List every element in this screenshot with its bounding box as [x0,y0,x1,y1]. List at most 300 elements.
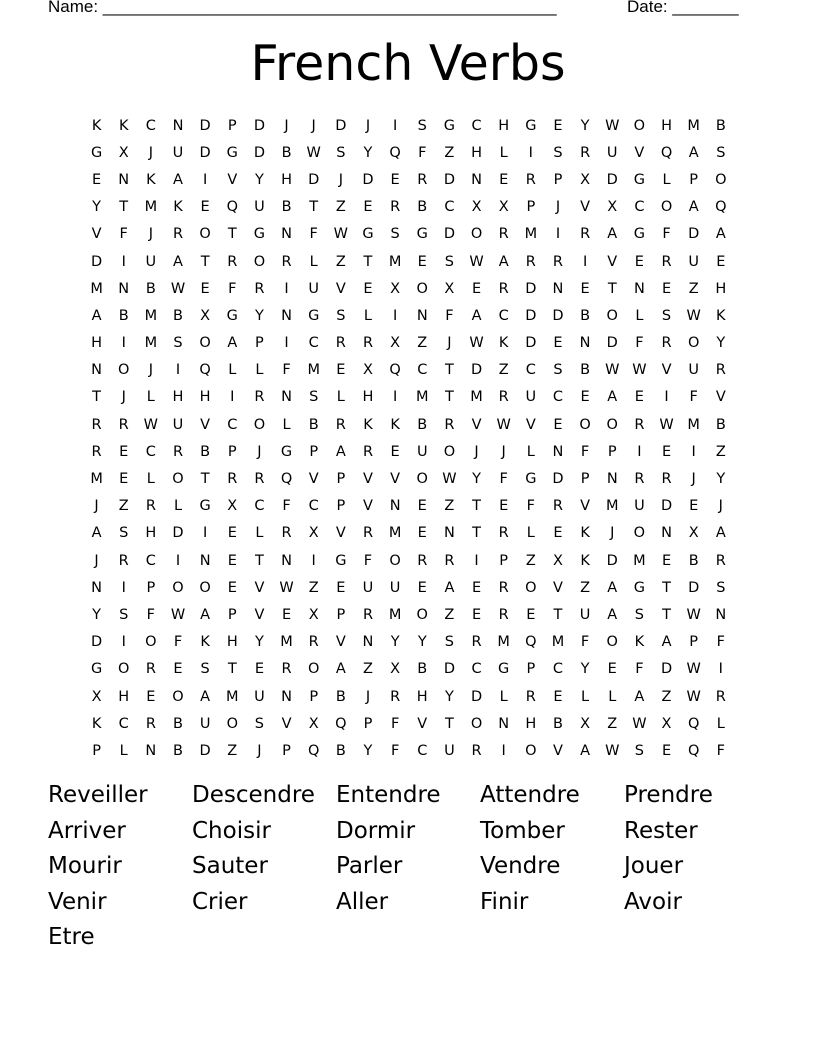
grid-row [83,330,734,357]
word-list-item: Rester [624,817,698,844]
grid-letter: R [118,552,129,569]
grid-letter: N [118,171,130,188]
grid-letter: M [470,389,483,406]
grid-letter: C [145,443,156,460]
grid-letter: S [444,634,454,651]
grid-letter: V [363,471,373,488]
grid-letter: I [555,226,561,243]
grid-letter: Q [389,144,401,161]
grid-letter: V [715,389,726,406]
grid-letter: R [172,226,184,243]
grid-letter: W [306,144,321,161]
grid-letter: C [634,199,645,216]
grid-letter: E [661,443,672,460]
grid-letter: U [579,606,591,623]
grid-letter: O [525,579,537,596]
grid-letter: I [501,742,506,759]
grid-letter: I [637,443,642,460]
grid-letter: O [199,335,211,352]
grid-letter: C [498,307,509,324]
grid-letter: D [199,117,211,134]
word-list-item: Tomber [480,817,565,844]
grid-letter: N [281,688,292,705]
grid-letter: O [253,253,266,270]
grid-letter: Y [444,688,454,705]
grid-letter: E [91,171,102,188]
grid-letter: F [173,634,183,651]
grid-letter: U [634,498,645,515]
grid-letter: R [417,171,428,188]
grid-letter: R [390,688,401,705]
grid-letter: C [254,498,265,515]
grid-letter: V [607,253,618,270]
grid-letter: E [417,253,427,270]
grid-letter: F [580,443,590,460]
grid-letter: A [607,226,618,243]
grid-letter: D [335,117,347,134]
grid-letter: T [227,226,237,243]
grid-letter: M [687,117,700,134]
grid-letter: F [282,362,291,379]
grid-row [83,574,734,601]
grid-letter: J [365,117,371,134]
grid-letter: R [525,171,536,188]
grid-letter: M [226,688,239,705]
grid-letter: O [443,443,456,460]
word-list-item: Attendre [480,782,580,808]
grid-letter: W [686,606,701,623]
grid-letter: O [199,579,211,596]
grid-letter: J [148,362,153,379]
grid-letter: R [118,416,129,433]
grid-letter: V [634,144,645,161]
grid-letter: D [443,171,455,188]
grid-letter: J [148,144,153,161]
grid-letter: O [253,416,266,433]
grid-letter: C [471,117,482,134]
word-list-item: Dormir [336,817,416,844]
grid-row [83,547,734,574]
grid-letter: R [471,634,482,651]
grid-letter: E [173,661,183,678]
grid-letter: J [257,742,262,759]
grid-letter: H [715,280,727,297]
grid-letter: U [362,579,374,596]
grid-letter: M [524,226,538,243]
grid-letter: D [470,688,483,705]
word-list-item: Venir [48,888,107,915]
grid-letter: L [499,144,508,161]
grid-letter: F [635,335,644,352]
grid-letter: X [444,280,455,297]
grid-letter: K [580,552,590,569]
grid-letter: Z [715,443,726,460]
grid-letter: H [661,117,672,134]
word-list-item: Prendre [624,782,713,808]
grid-letter: B [281,144,292,161]
grid-letter: X [390,661,401,678]
grid-letter: J [94,552,99,569]
grid-letter: B [173,715,183,732]
grid-letter: D [525,335,537,352]
grid-letter: M [388,253,402,270]
grid-letter: N [416,307,428,324]
grid-letter: O [633,525,646,542]
grid-letter: O [118,362,130,379]
grid-letter: W [686,661,701,678]
grid-letter: P [580,471,590,488]
grid-letter: B [417,199,428,216]
grid-letter: D [308,171,320,188]
grid-letter: M [497,634,510,651]
grid-letter: K [390,416,400,433]
grid-letter: D [525,280,537,297]
grid-letter: N [199,552,211,569]
grid-letter: O [416,280,428,297]
grid-letter: M [551,634,565,651]
grid-letter: Y [580,117,590,134]
grid-letter: Y [716,335,726,352]
grid-letter: Y [254,634,264,651]
grid-letter: L [146,471,155,488]
grid-letter: W [279,579,294,596]
grid-letter: R [362,443,374,460]
grid-letter: O [633,117,646,134]
grid-letter: G [280,443,293,460]
grid-letter: B [173,307,183,324]
word-list-item: Sauter [192,853,268,880]
grid-letter: X [580,171,591,188]
grid-letter: Q [389,362,401,379]
grid-letter: H [416,688,428,705]
grid-letter: U [172,416,184,433]
grid-letter: Q [226,199,238,216]
grid-letter: Y [472,471,481,488]
grid-letter: R [580,226,591,243]
grid-letter: U [389,579,401,596]
grid-letter: Q [687,742,700,759]
grid-letter: B [688,552,699,569]
grid-letter: A [91,525,102,542]
grid-letter: B [335,742,346,759]
grid-letter: Y [390,634,400,651]
grid-letter: E [471,579,482,596]
grid-letter: D [606,171,618,188]
grid-letter: L [119,742,128,759]
grid-letter: U [688,362,699,379]
grid-letter: P [282,742,291,759]
grid-letter: L [255,525,264,542]
grid-letter: L [228,362,237,379]
grid-letter: K [91,715,102,732]
grid-letter: T [444,715,454,732]
grid-letter: N [281,389,292,406]
grid-letter: P [526,661,536,678]
grid-letter: K [363,416,373,433]
grid-letter: N [118,280,130,297]
grid-letter: F [689,389,698,406]
grid-letter: E [390,171,400,188]
grid-letter: R [281,661,292,678]
grid-letter: F [418,144,427,161]
grid-letter: H [118,688,130,705]
grid-row [83,520,734,547]
grid-letter: R [661,471,672,488]
grid-letter: S [173,335,183,352]
grid-letter: C [308,498,319,515]
grid-row [83,248,734,275]
grid-letter: D [606,552,618,569]
grid-letter: M [144,307,158,324]
word-list-item: Arriver [48,817,126,844]
name-line: Name: ________________________________________________ [48,0,557,16]
grid-letter: N [715,606,727,623]
grid-letter: R [444,416,455,433]
grid-letter: D [199,144,211,161]
grid-letter: M [280,634,293,651]
grid-letter: A [607,389,618,406]
grid-letter: Z [444,498,455,515]
grid-letter: I [284,280,289,297]
grid-letter: W [632,715,647,732]
grid-letter: E [580,280,590,297]
grid-letter: V [363,498,373,515]
grid-letter: E [119,443,129,460]
grid-row [83,465,734,492]
grid-letter: X [200,307,211,324]
grid-letter: R [145,661,156,678]
grid-letter: R [172,443,184,460]
grid-letter: R [281,253,292,270]
grid-letter: F [716,742,725,759]
grid-letter: S [119,606,129,623]
grid-letter: M [90,471,103,488]
grid-letter: K [580,525,590,542]
grid-letter: F [228,280,237,297]
grid-letter: U [416,443,428,460]
date-line: Date: _______ [627,0,739,16]
grid-letter: Q [280,471,293,488]
grid-letter: Z [525,552,536,569]
grid-letter: G [443,117,456,134]
grid-letter: K [200,634,210,651]
grid-letter: E [499,171,509,188]
grid-row [83,275,734,302]
grid-letter: N [281,307,292,324]
grid-letter: E [553,335,563,352]
grid-letter: K [91,117,102,134]
grid-letter: J [447,335,452,352]
grid-letter: E [553,525,563,542]
grid-letter: A [715,226,726,243]
grid-letter: R [498,579,509,596]
grid-letter: B [417,416,428,433]
grid-letter: E [227,525,237,542]
grid-row [83,493,734,520]
grid-letter: C [118,715,129,732]
grid-letter: F [363,552,373,569]
grid-letter: C [471,661,482,678]
grid-letter: N [498,715,510,732]
grid-letter: I [121,634,126,651]
grid-letter: S [716,144,726,161]
grid-letter: L [526,525,535,542]
grid-letter: B [417,661,428,678]
grid-letter: Y [92,199,101,216]
grid-letter: P [227,606,237,623]
grid-letter: D [443,226,455,243]
grid-letter: R [634,471,645,488]
grid-letter: N [633,280,645,297]
grid-letter: S [254,715,265,732]
grid-row [83,357,734,384]
grid-letter: D [660,498,673,515]
grid-letter: R [254,471,265,488]
grid-letter: P [227,117,237,134]
grid-letter: J [338,171,343,188]
word-list-item: Mourir [48,853,122,880]
word-list-item: Vendre [480,853,561,880]
grid-letter: P [227,443,237,460]
grid-row [83,656,734,683]
grid-letter: C [444,199,455,216]
grid-letter: R [227,253,238,270]
grid-letter: O [606,634,618,651]
grid-letter: A [335,443,346,460]
grid-letter: O [525,742,537,759]
grid-letter: R [715,688,726,705]
grid-letter: P [309,443,319,460]
word-list [48,778,788,956]
word-list-item: Descendre [192,782,315,808]
grid-letter: O [307,661,320,678]
grid-letter: W [686,688,701,705]
grid-row [83,139,734,166]
grid-letter: H [199,389,211,406]
grid-letter: R [145,498,156,515]
grid-letter: R [254,280,265,297]
grid-letter: E [417,498,427,515]
grid-letter: R [661,335,672,352]
grid-letter: R [634,416,645,433]
grid-letter: V [417,715,428,732]
grid-letter: I [175,362,181,379]
grid-letter: R [227,471,238,488]
grid-letter: T [119,199,129,216]
grid-letter: G [253,226,266,243]
grid-row [83,737,734,764]
grid-letter: W [686,307,701,324]
grid-letter: T [553,606,563,623]
grid-letter: C [227,416,238,433]
grid-letter: F [119,226,128,243]
grid-letter: A [607,579,618,596]
grid-letter: L [716,715,725,732]
grid-letter: R [91,416,102,433]
grid-letter: V [200,416,211,433]
grid-letter: C [552,661,564,678]
grid-letter: H [498,117,510,134]
grid-letter: E [417,525,427,542]
grid-row [83,601,734,628]
grid-letter: V [308,471,319,488]
grid-letter: N [362,634,374,651]
grid-letter: S [553,362,563,379]
grid-letter: K [716,307,726,324]
grid-letter: V [580,498,591,515]
grid-letter: Y [254,171,264,188]
grid-letter: P [336,606,346,623]
grid-letter: H [91,335,103,352]
grid-letter: Y [254,307,264,324]
grid-letter: E [689,498,699,515]
grid-letter: U [606,144,618,161]
grid-letter: N [443,525,455,542]
grid-letter: Q [525,634,537,651]
grid-letter: Z [227,742,238,759]
grid-letter: S [119,525,129,542]
grid-letter: G [90,661,103,678]
grid-letter: W [442,471,457,488]
grid-letter: O [470,226,483,243]
grid-letter: L [336,389,345,406]
grid-letter: E [281,606,292,623]
grid-letter: O [118,661,130,678]
grid-letter: A [91,307,102,324]
grid-letter: J [148,226,153,243]
grid-letter: R [498,280,509,297]
grid-letter: S [553,144,563,161]
grid-letter: E [499,498,509,515]
grid-letter: O [172,579,184,596]
grid-letter: N [281,552,292,569]
grid-letter: W [469,253,484,270]
grid-letter: N [552,443,564,460]
grid-letter: O [579,416,591,433]
grid-letter: A [634,688,645,705]
grid-letter: J [718,498,723,515]
grid-letter: A [498,253,509,270]
grid-letter: E [119,471,129,488]
grid-letter: L [255,362,264,379]
grid-letter: J [555,199,561,216]
grid-letter: F [146,606,156,623]
grid-letter: A [335,661,346,678]
grid-row [83,302,734,329]
grid-letter: G [498,661,510,678]
grid-letter: B [200,443,211,460]
grid-row [83,411,734,438]
grid-letter: V [335,280,346,297]
grid-letter: F [716,634,725,651]
grid-letter: E [607,661,617,678]
grid-letter: O [145,634,157,651]
grid-letter: E [716,253,726,270]
grid-letter: R [525,688,536,705]
grid-letter: J [691,471,696,488]
letter-grid [83,112,734,765]
grid-letter: T [444,362,454,379]
grid-letter: B [145,280,156,297]
grid-letter: H [281,171,292,188]
grid-letter: P [255,335,264,352]
grid-letter: X [118,144,129,161]
grid-letter: U [254,199,265,216]
grid-letter: D [253,144,265,161]
grid-letter: L [608,688,617,705]
grid-letter: L [309,253,318,270]
grid-letter: G [90,144,103,161]
